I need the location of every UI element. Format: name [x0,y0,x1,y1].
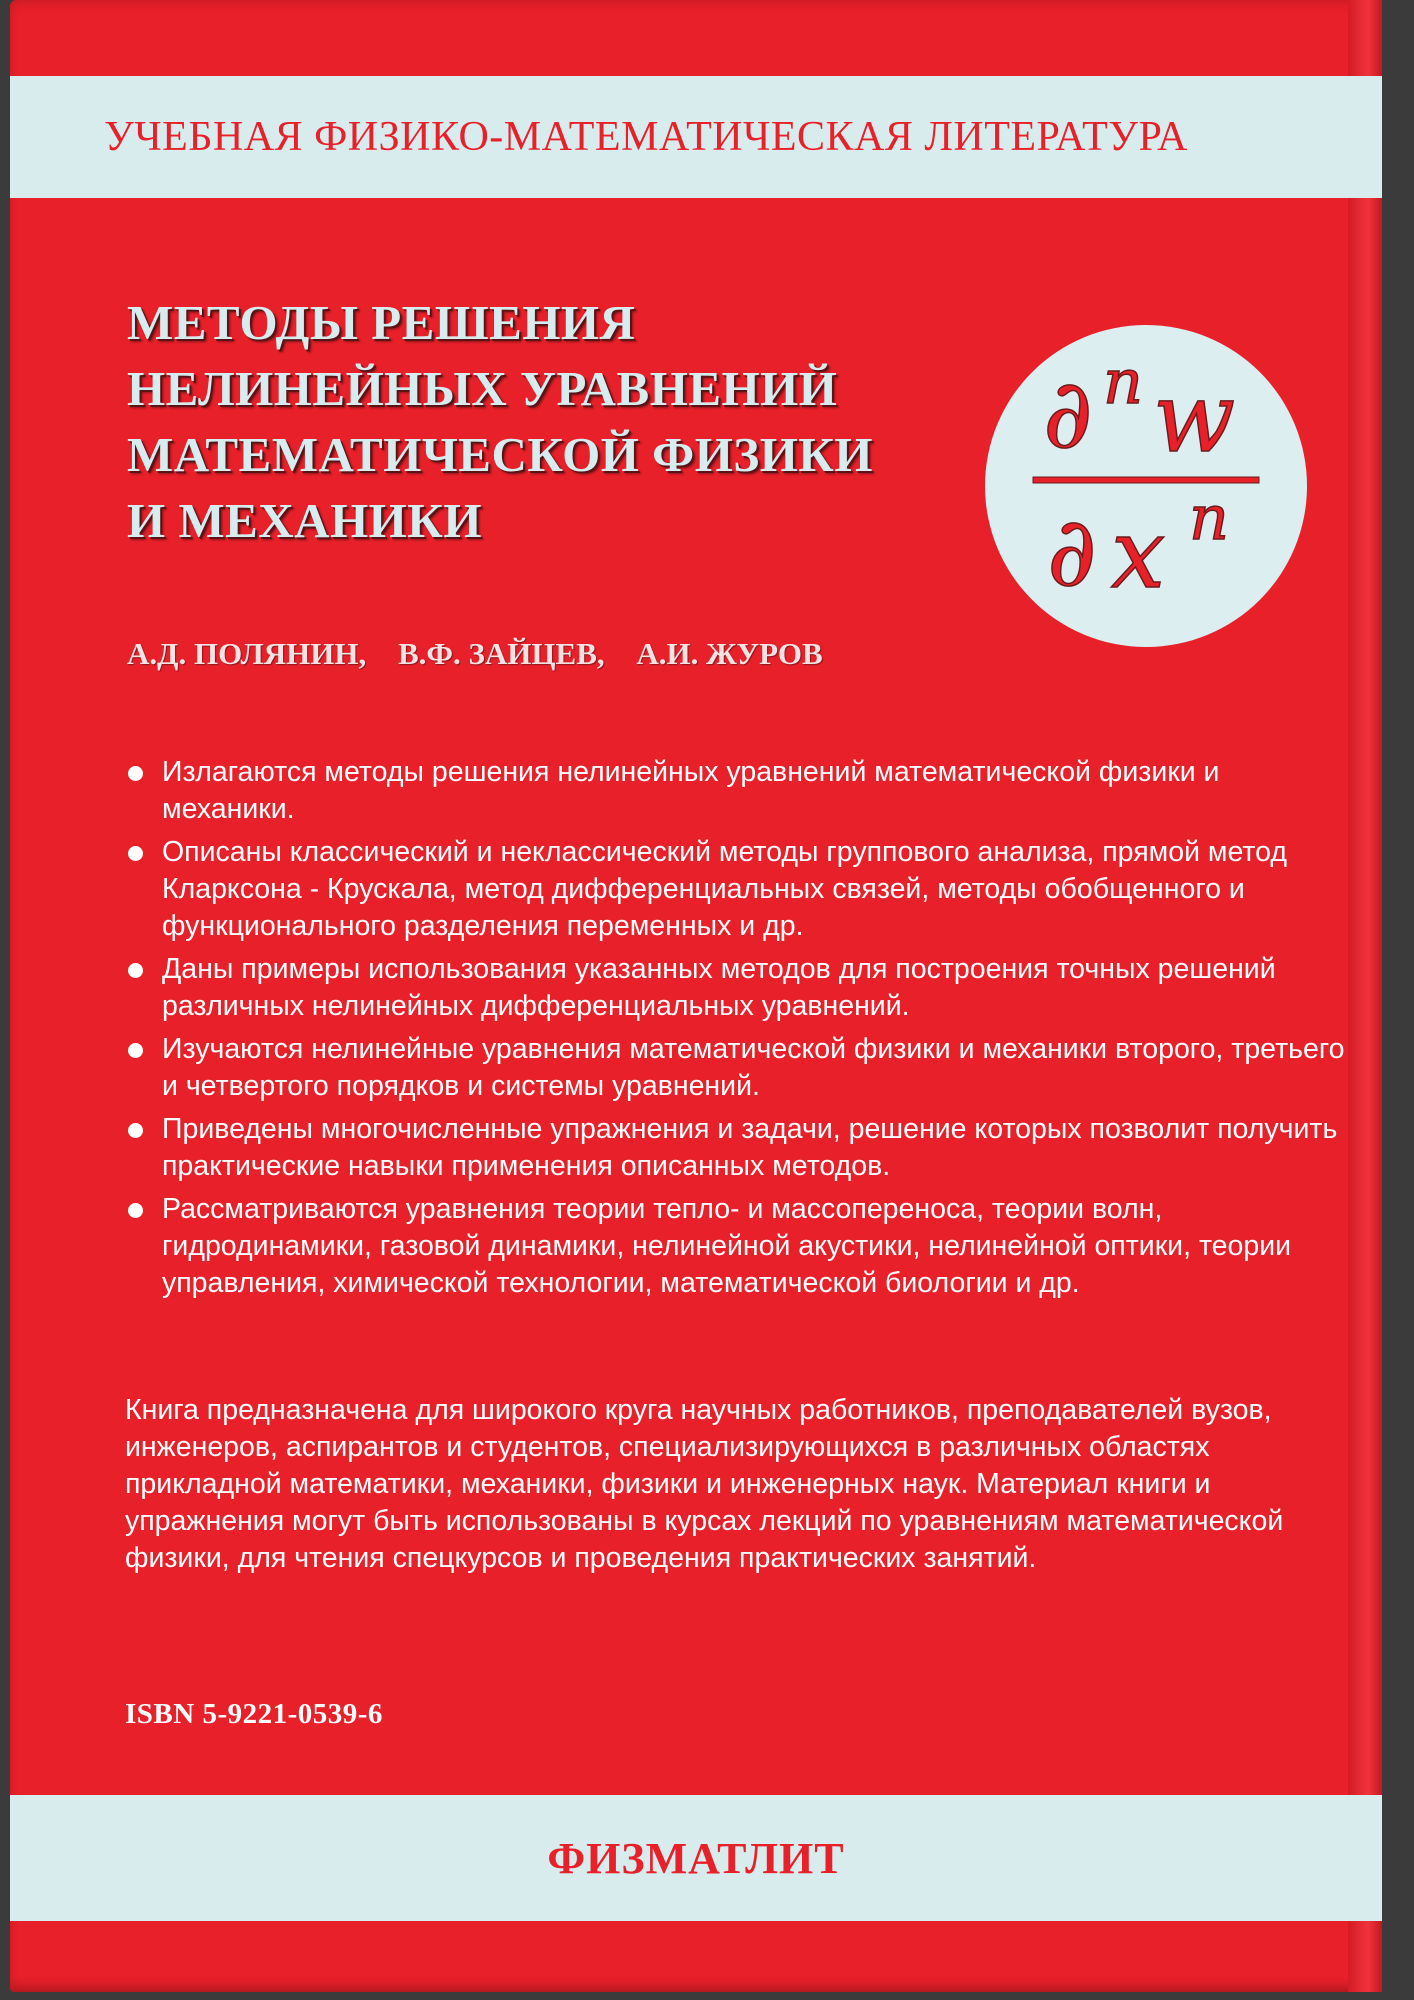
formula-badge [985,325,1307,647]
bullet-icon [128,766,143,781]
var-x: x [1111,498,1166,610]
author-name: А.И. ЖУРОВ [636,636,823,671]
series-name: УЧЕБНАЯ ФИЗИКО-МАТЕМАТИЧЕСКАЯ ЛИТЕРАТУРА [104,114,1188,160]
title-line: МЕТОДЫ РЕШЕНИЯ [127,295,636,350]
partial-symbol-top: ∂ [1043,358,1093,470]
book-back-cover [10,0,1382,1992]
bullet-icon [128,1043,143,1058]
publisher-band [10,1795,1382,1921]
book-title [127,290,947,554]
list-item [128,1111,1358,1185]
feature-text: Описаны классический и неклассический методы группового анализа, прямой метод Кларксона - Крускала, метод дифференциальных связей, методы обобщенного и функционального разделения переменных и др. [162,836,1288,942]
bullet-icon [128,1203,143,1218]
list-item [128,951,1358,1025]
feature-list [128,754,1358,1308]
publisher-name: ФИЗМАТЛИТ [547,1833,845,1883]
isbn: ISBN 5-9221-0539-6 [125,1698,383,1730]
title-line: И МЕХАНИКИ [127,493,482,548]
title-line: НЕЛИНЕЙНЫХ УРАВНЕНИЙ [127,361,838,416]
power-n-bottom: n [1189,481,1229,554]
bullet-icon [128,963,143,978]
feature-text: Даны примеры использования указанных методов для построения точных решений различных нелинейных дифференциальных уравнений. [162,953,1276,1022]
feature-text: Изучаются нелинейные уравнения математической физики и механики второго, третьего и четвертого порядков и системы уравнений. [162,1033,1345,1102]
partial-symbol-bottom: ∂ [1047,496,1097,608]
list-item [128,1191,1358,1302]
feature-text: Излагаются методы решения нелинейных уравнений математической физики и механики. [162,756,1220,825]
list-item [128,754,1358,828]
derivative-formula [985,325,1307,647]
title-line: МАТЕМАТИЧЕСКОЙ ФИЗИКИ [127,427,873,482]
list-item [128,1031,1358,1105]
list-item [128,834,1358,945]
author-name: А.Д. ПОЛЯНИН, [127,636,367,671]
series-band [10,76,1382,198]
var-w: w [1153,362,1236,474]
book-description: Книга предназначена для широкого круга научных работников, преподавателей вузов, инженеров, аспирантов и студентов, специализирующихся в различных областях прикладной математики, механики, физики и инженерных наук. Материал книги и упражнения могут быть использованы в курсах лекций по уравнениям математической физики, для чтения спецкурсов и проведения практических занятий. [125,1394,1284,1574]
bullet-icon [128,1123,143,1138]
author-name: В.Ф. ЗАЙЦЕВ, [397,636,605,671]
power-n-top: n [1103,345,1143,418]
feature-text: Приведены многочисленные упражнения и задачи, решение которых позволит получить практические навыки применения описанных методов. [162,1113,1338,1182]
authors [127,636,847,672]
feature-text: Рассматриваются уравнения теории тепло- и массопереноса, теории волн, гидродинамики, газовой динамики, нелинейной акустики, нелинейной оптики, теории управления, химической технологии, математической биологии и др. [162,1193,1292,1299]
bullet-icon [128,846,143,861]
